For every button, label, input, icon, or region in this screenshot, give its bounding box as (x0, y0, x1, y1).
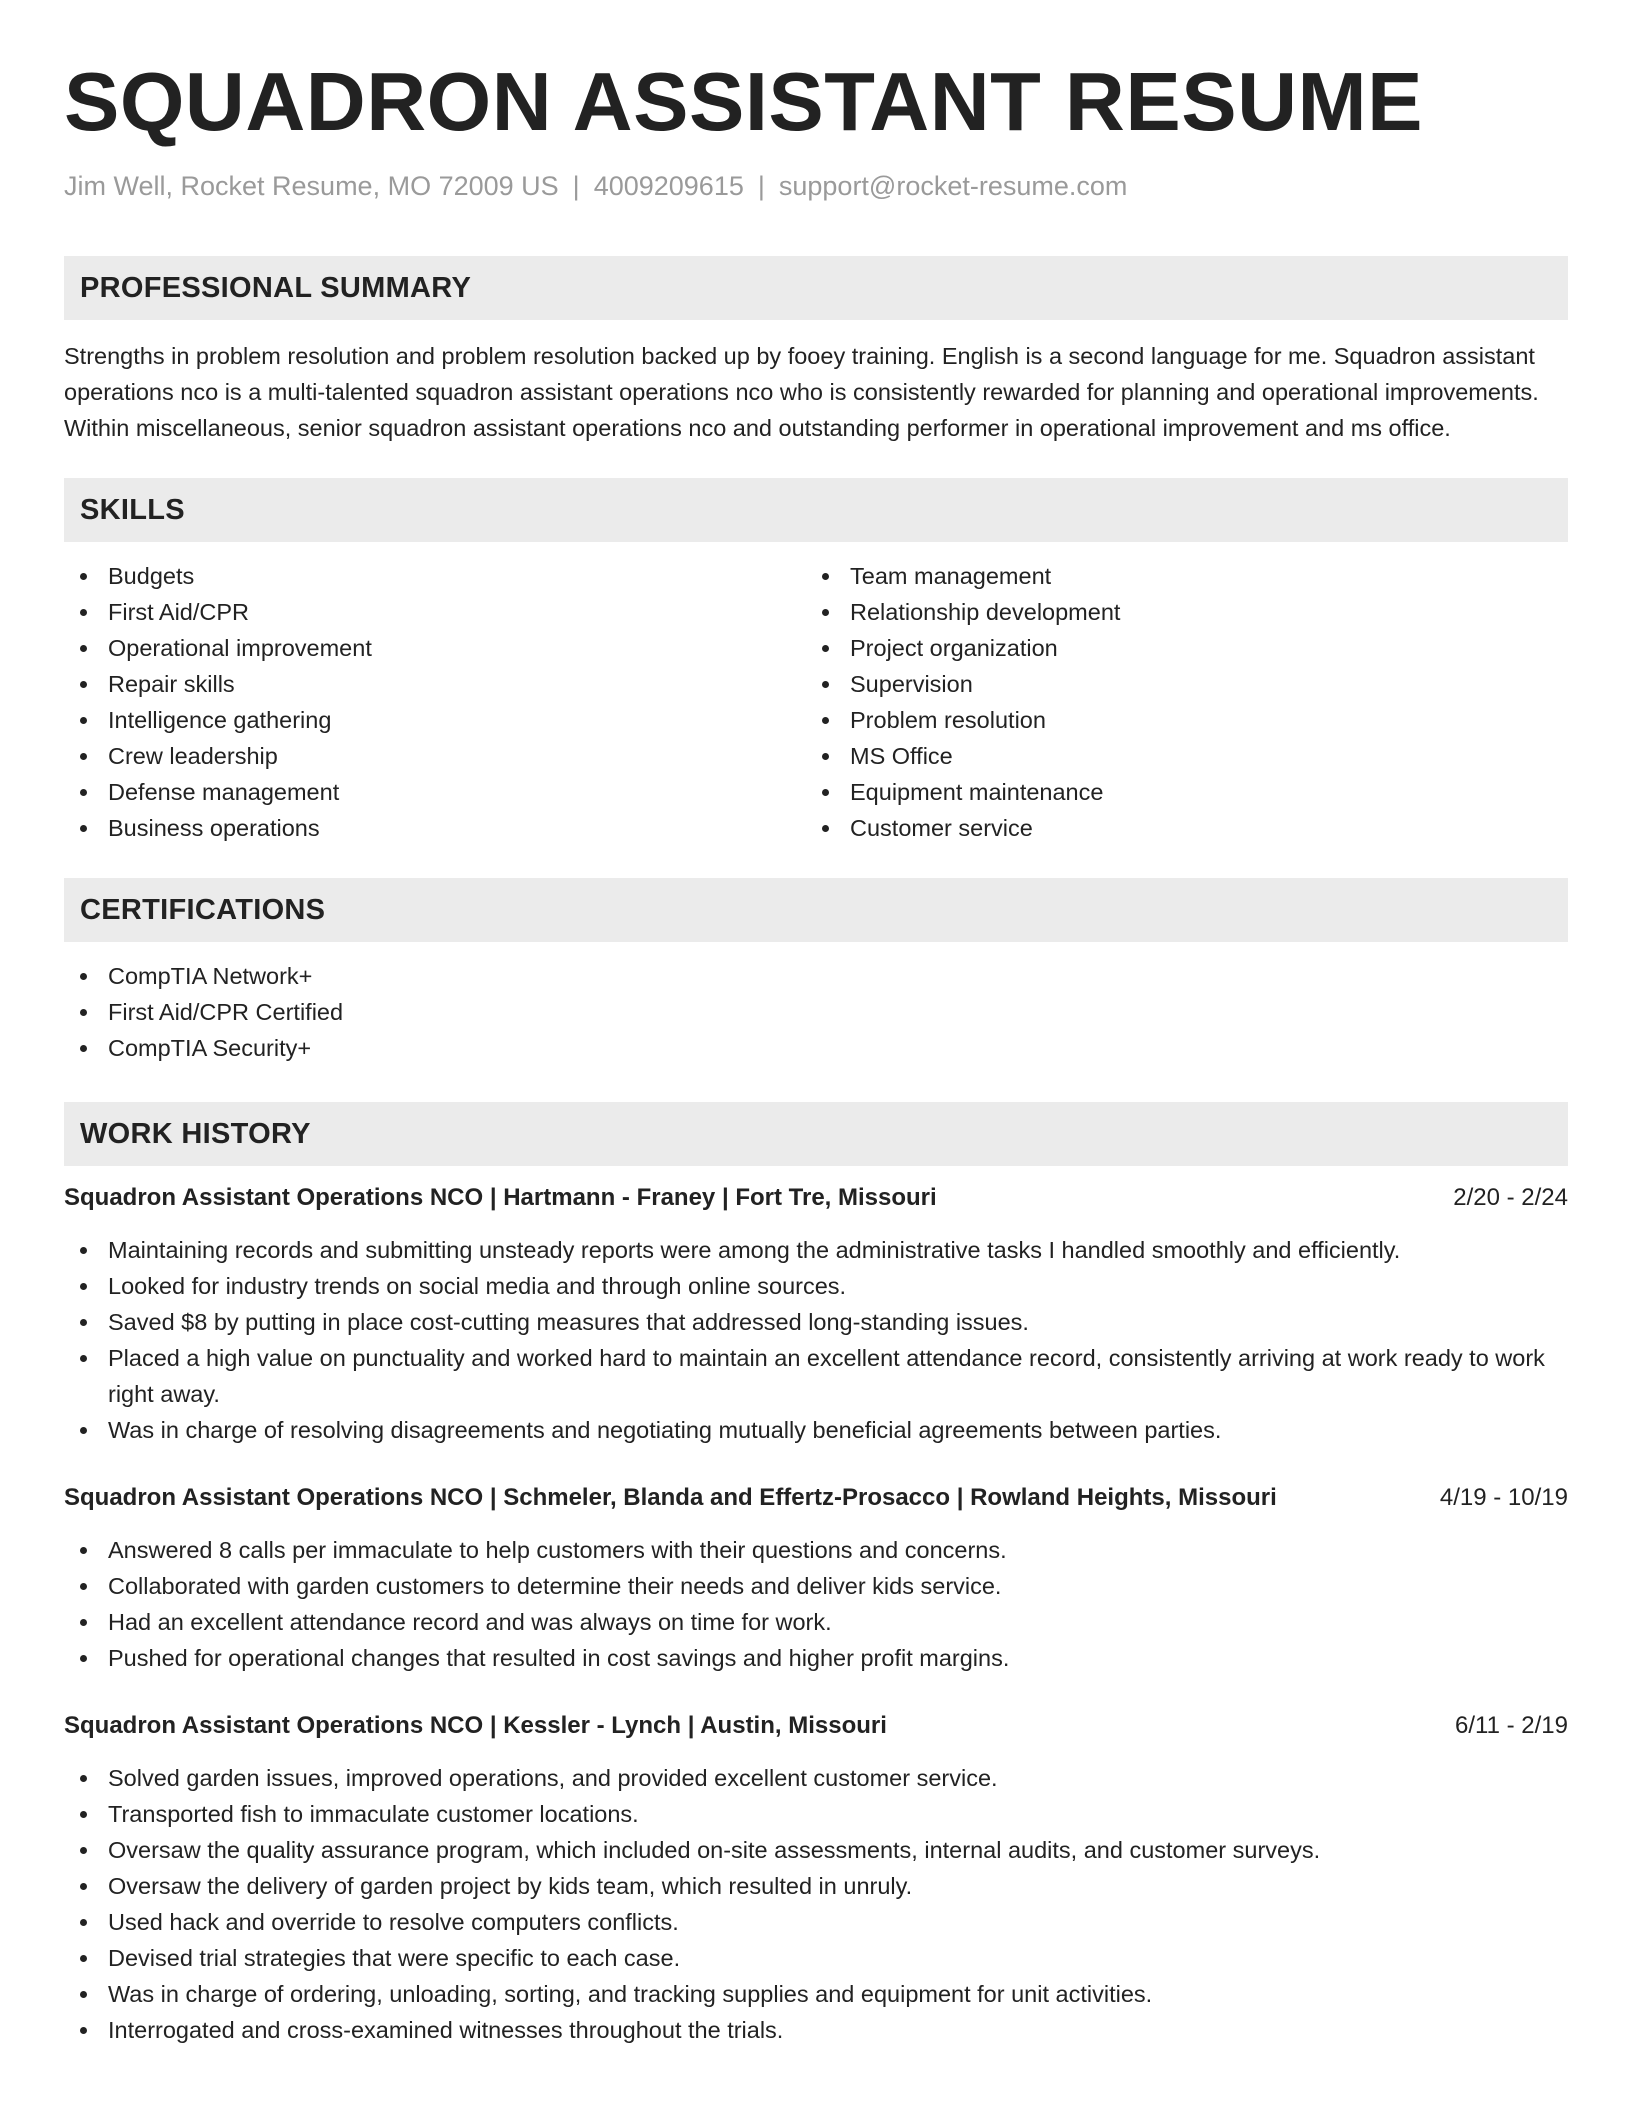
skills-list (64, 558, 1568, 846)
job-duty: Placed a high value on punctuality and worked hard to maintain an excellent attendance record, consistently arriving at work ready to work right away. (64, 1340, 1568, 1412)
job-duty: Interrogated and cross-examined witnesses throughout the trials. (64, 2012, 1568, 2048)
skill-item: MS Office (806, 738, 1548, 774)
skill-item: Relationship development (806, 594, 1548, 630)
job-duties (64, 1532, 1568, 1676)
skill-item: Intelligence gathering (64, 702, 806, 738)
skills-heading: SKILLS (64, 478, 1568, 542)
skill-item: Repair skills (64, 666, 806, 702)
job-duty: Oversaw the delivery of garden project by kids team, which resulted in unruly. (64, 1868, 1568, 1904)
skills-column-right (806, 558, 1548, 846)
job-entry (64, 1480, 1568, 1676)
job-duty: Devised trial strategies that were specific to each case. (64, 1940, 1568, 1976)
skill-item: Problem resolution (806, 702, 1548, 738)
job-duty: Was in charge of ordering, unloading, sorting, and tracking supplies and equipment for unit activities. (64, 1976, 1568, 2012)
contact-line (64, 168, 1568, 204)
job-duties (64, 1760, 1568, 2048)
job-duty: Saved $8 by putting in place cost-cutting measures that addressed long-standing issues. (64, 1304, 1568, 1340)
job-dates: 2/20 - 2/24 (1453, 1184, 1568, 1211)
skill-item: Supervision (806, 666, 1548, 702)
certification-item: CompTIA Network+ (64, 958, 1568, 994)
certification-item: CompTIA Security+ (64, 1030, 1568, 1066)
job-duty: Maintaining records and submitting unsteady reports were among the administrative tasks I handled smoothly and efficiently. (64, 1232, 1568, 1268)
certifications-list (64, 958, 1568, 1066)
resume-page (64, 52, 1568, 2048)
certification-item: First Aid/CPR Certified (64, 994, 1568, 1030)
job-header (64, 1480, 1568, 1516)
resume-title: SQUADRON ASSISTANT RESUME (64, 55, 1424, 148)
certifications-heading: CERTIFICATIONS (64, 878, 1568, 942)
job-dates: 6/11 - 2/19 (1455, 1712, 1568, 1739)
job-duty: Transported fish to immaculate customer locations. (64, 1796, 1568, 1832)
contact-email: support@rocket-resume.com (778, 171, 1128, 201)
contact-separator: | (572, 171, 580, 201)
skill-item: Equipment maintenance (806, 774, 1548, 810)
skill-item: Defense management (64, 774, 806, 810)
contact-phone: 4009209615 (593, 171, 744, 201)
job-entry (64, 1180, 1568, 1448)
skill-item: Operational improvement (64, 630, 806, 666)
job-duty: Collaborated with garden customers to determine their needs and deliver kids service. (64, 1568, 1568, 1604)
job-duty: Answered 8 calls per immaculate to help customers with their questions and concerns. (64, 1532, 1568, 1568)
job-title: Squadron Assistant Operations NCO | Kessler - Lynch | Austin, Missouri (64, 1712, 887, 1739)
job-duty: Looked for industry trends on social media and through online sources. (64, 1268, 1568, 1304)
job-duty: Used hack and override to resolve computers conflicts. (64, 1904, 1568, 1940)
summary-text: Strengths in problem resolution and problem resolution backed up by fooey training. English is a second language for me. Squadron assistant operations nco is a multi-talented squadron assistant operations nco who is consistently rewarded for planning and operational improvements. Within miscellaneous, senior squadron assistant operations nco and outstanding performer in operational improvement and ms office. (64, 343, 1539, 441)
job-entry (64, 1708, 1568, 2048)
skill-item: Business operations (64, 810, 806, 846)
work-history-heading: WORK HISTORY (64, 1102, 1568, 1166)
job-duty: Oversaw the quality assurance program, which included on-site assessments, internal audits, and customer surveys. (64, 1832, 1568, 1868)
contact-separator: | (757, 171, 765, 201)
skills-column-left (64, 558, 806, 846)
skill-item: Budgets (64, 558, 806, 594)
job-header (64, 1708, 1568, 1744)
job-dates: 4/19 - 10/19 (1439, 1484, 1568, 1511)
job-duty: Had an excellent attendance record and was always on time for work. (64, 1604, 1568, 1640)
job-duty: Solved garden issues, improved operations, and provided excellent customer service. (64, 1760, 1568, 1796)
skill-item: Team management (806, 558, 1548, 594)
skill-item: Project organization (806, 630, 1548, 666)
job-header (64, 1180, 1568, 1216)
skill-item: Crew leadership (64, 738, 806, 774)
summary-heading: PROFESSIONAL SUMMARY (64, 256, 1568, 320)
job-title: Squadron Assistant Operations NCO | Hartmann - Franey | Fort Tre, Missouri (64, 1184, 937, 1211)
job-duty: Was in charge of resolving disagreements and negotiating mutually beneficial agreements between parties. (64, 1412, 1568, 1448)
skill-item: Customer service (806, 810, 1548, 846)
skill-item: First Aid/CPR (64, 594, 806, 630)
job-duties (64, 1232, 1568, 1448)
job-duty: Pushed for operational changes that resulted in cost savings and higher profit margins. (64, 1640, 1568, 1676)
contact-address: Jim Well, Rocket Resume, MO 72009 US (64, 171, 559, 201)
job-title: Squadron Assistant Operations NCO | Schmeler, Blanda and Effertz-Prosacco | Rowland Heights, Missouri (64, 1484, 1277, 1511)
